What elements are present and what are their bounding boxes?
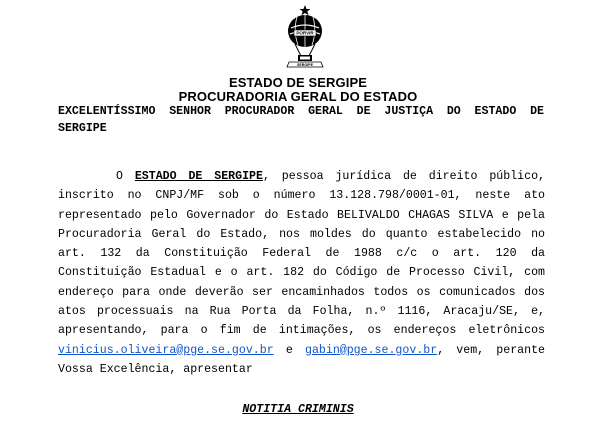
petition-lead: O bbox=[116, 170, 135, 183]
seal-ribbon-icon bbox=[287, 62, 323, 67]
petition-party-name: ESTADO DE SERGIPE bbox=[134, 170, 263, 183]
header-office-name: PROCURADORIA GERAL DO ESTADO bbox=[178, 89, 418, 104]
seal-basket-icon bbox=[298, 55, 312, 61]
petition-connector: e bbox=[273, 343, 305, 357]
document-title: NOTITIA CRIMINIS bbox=[242, 403, 354, 416]
seal-motto: PORVIR bbox=[296, 30, 314, 36]
email-link-vinicius[interactable]: vinicius.oliveira@pge.se.gov.br bbox=[58, 343, 274, 357]
petition-closing: , vem, perante Vossa Excelência, apresentar bbox=[58, 343, 546, 376]
seal-star-icon bbox=[300, 5, 311, 15]
petition-body: , pessoa jurídica de direito público, inscrito no CNPJ/MF sob o número 13.128.798/0001-01, neste ato representado pelo Governador do Estado BELIVALDO CHAGAS SILVA e pela Procuradoria Geral do Estado, nos moldes do quanto estabelecido no art. 132 da Constituição Federal de 1988 c/c o art. 120 da Constituição Estadual e o art. 182 do Código de Processo Civil, com endereço para onde deverão ser encaminhados todos os comunicados dos atos processuais na Rua Porta da Folha, n.º 1116, Aracaju/SE, e, apresentando, para o fim de intimações, os endereços eletrônicos bbox=[58, 170, 545, 338]
seal-balloon-icon bbox=[288, 15, 322, 56]
email-link-gabin[interactable]: gabin@pge.se.gov.br bbox=[304, 343, 438, 357]
state-seal-emblem bbox=[281, 4, 329, 70]
seal-ribbon-text: SERGIPE bbox=[297, 63, 313, 67]
petition-paragraph bbox=[58, 167, 545, 379]
header-state-name: ESTADO DE SERGIPE bbox=[229, 75, 367, 90]
salutation: EXCELENTÍSSIMO SENHOR PROCURADOR GERAL DE JUSTIÇA DO ESTADO DE SERGIPE bbox=[58, 105, 544, 135]
